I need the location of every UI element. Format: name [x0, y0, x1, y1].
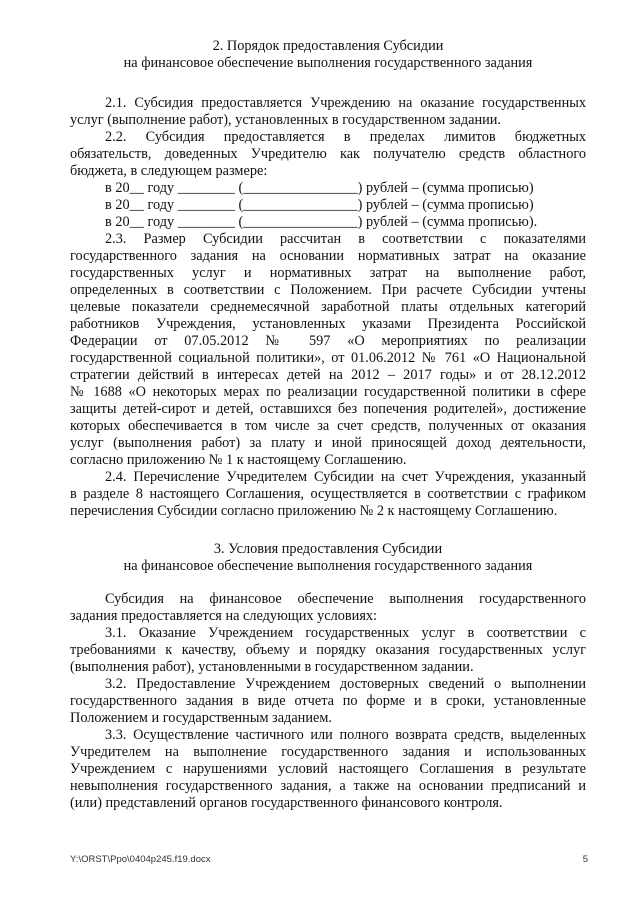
paragraph-3-2-line: 3.2. Предоставление Учреждением достоверных сведений о выполнении	[105, 676, 586, 692]
sum-line: в 20__ году ________ (________________) рублей – (сумма прописью)	[105, 180, 534, 196]
paragraph-2-3-line: защиты детей-сирот и детей, оставшихся без попечения родителей», достижение	[70, 401, 586, 417]
paragraph-2-1-line: услуг (выполнение работ), установленных в государственном задании.	[70, 112, 501, 128]
paragraph-2-3-line: определенных в соответствии с Положением. При расчете Субсидии учтены	[70, 282, 586, 298]
paragraph-2-2-line: 2.2. Субсидия предоставляется в пределах лимитов бюджетных	[105, 129, 586, 145]
section-2-title: 2. Порядок предоставления Субсидии	[212, 38, 444, 54]
paragraph-2-3-line: работников Учреждения, установленных указами Президента Российской	[70, 316, 586, 332]
paragraph-2-2-line: обязательств, доведенных Учредителю как получателю средств областного	[70, 146, 586, 162]
paragraph-2-3-line: услуг (выполнения работ) за плату и иной приносящей доход деятельности,	[70, 435, 586, 451]
section-3-title: 3. Условия предоставления Субсидии	[213, 541, 443, 557]
paragraph-2-3-line: согласно приложению № 1 к настоящему Соглашению.	[70, 452, 407, 468]
paragraph-3-3-line: Учредителем на выполнение государственного задания и использованных	[70, 744, 586, 760]
section-3-subtitle: на финансовое обеспечение выполнения государственного задания	[123, 558, 533, 574]
paragraph-3-3-line: 3.3. Осуществление частичного или полного возврата средств, выделенных	[105, 727, 586, 743]
sum-line: в 20__ году ________ (________________) рублей – (сумма прописью).	[105, 214, 538, 230]
paragraph-2-3-line: № 1688 «О некоторых мерах по реализации государственной политики в сфере	[70, 384, 586, 400]
paragraph-2-3-line: Федерации от 07.05.2012 № 597 «О мероприятиях по реализации	[70, 333, 586, 349]
footer-page-number: 5	[582, 854, 588, 865]
section-3-intro-line: Субсидия на финансовое обеспечение выполнения государственного	[105, 591, 586, 607]
paragraph-3-1-line: (выполнения работ), установленными в государственном задании.	[70, 659, 474, 675]
paragraph-2-3-line: стратегии действий в интересах детей на 2012 – 2017 годы» и от 28.12.2012	[70, 367, 586, 383]
paragraph-2-1-line: 2.1. Субсидия предоставляется Учреждению на оказание государственных	[105, 95, 586, 111]
footer-file-path: Y:\ORST\Ppo\0404p245.f19.docx	[70, 854, 211, 865]
paragraph-2-4-line: перечисления Субсидии согласно приложению № 2 к настоящему Соглашению.	[70, 503, 558, 519]
paragraph-3-2-line: государственного задания в виде отчета по форме и в сроки, установленные	[70, 693, 586, 709]
section-2-subtitle: на финансовое обеспечение выполнения государственного задания	[123, 55, 533, 71]
paragraph-3-1-line: требованиями к качеству, объему и порядку оказания государственных услуг	[70, 642, 586, 658]
paragraph-2-3-line: которых обеспечивается в том числе за счет средств, полученных от оказания	[70, 418, 586, 434]
paragraph-2-3-line: государственных услуг и нормативных затрат на выполнение работ,	[70, 265, 586, 281]
paragraph-2-3-line: целевые показатели среднемесячной заработной платы отдельных категорий	[70, 299, 586, 315]
section-3-intro-line: задания предоставляется на следующих условиях:	[70, 608, 378, 624]
paragraph-2-3-line: 2.3. Размер Субсидии рассчитан в соответствии с показателями	[105, 231, 586, 247]
paragraph-2-4-line: в разделе 8 настоящего Соглашения, осуществляется в соответствии с графиком	[70, 486, 586, 502]
paragraph-2-3-line: государственной социальной политики», от 01.06.2012 № 761 «О Национальной	[70, 350, 586, 366]
paragraph-2-4-line: 2.4. Перечисление Учредителем Субсидии на счет Учреждения, указанный	[105, 469, 586, 485]
paragraph-3-1-line: 3.1. Оказание Учреждением государственных услуг в соответствии с	[105, 625, 586, 641]
paragraph-3-2-line: Положением и государственным заданием.	[70, 710, 332, 726]
paragraph-2-3-line: государственного задания на основании нормативных затрат на оказание	[70, 248, 586, 264]
paragraph-2-2-line: бюджета, в следующем размере:	[70, 163, 268, 179]
sum-line: в 20__ году ________ (________________) рублей – (сумма прописью)	[105, 197, 534, 213]
paragraph-3-3-line: невыполнения государственного задания, а также на основании предписаний и	[70, 778, 586, 794]
paragraph-3-3-line: Учреждением с нарушениями условий настоящего Соглашения в результате	[70, 761, 586, 777]
paragraph-3-3-line: (или) представлений органов государственного финансового контроля.	[70, 795, 503, 811]
